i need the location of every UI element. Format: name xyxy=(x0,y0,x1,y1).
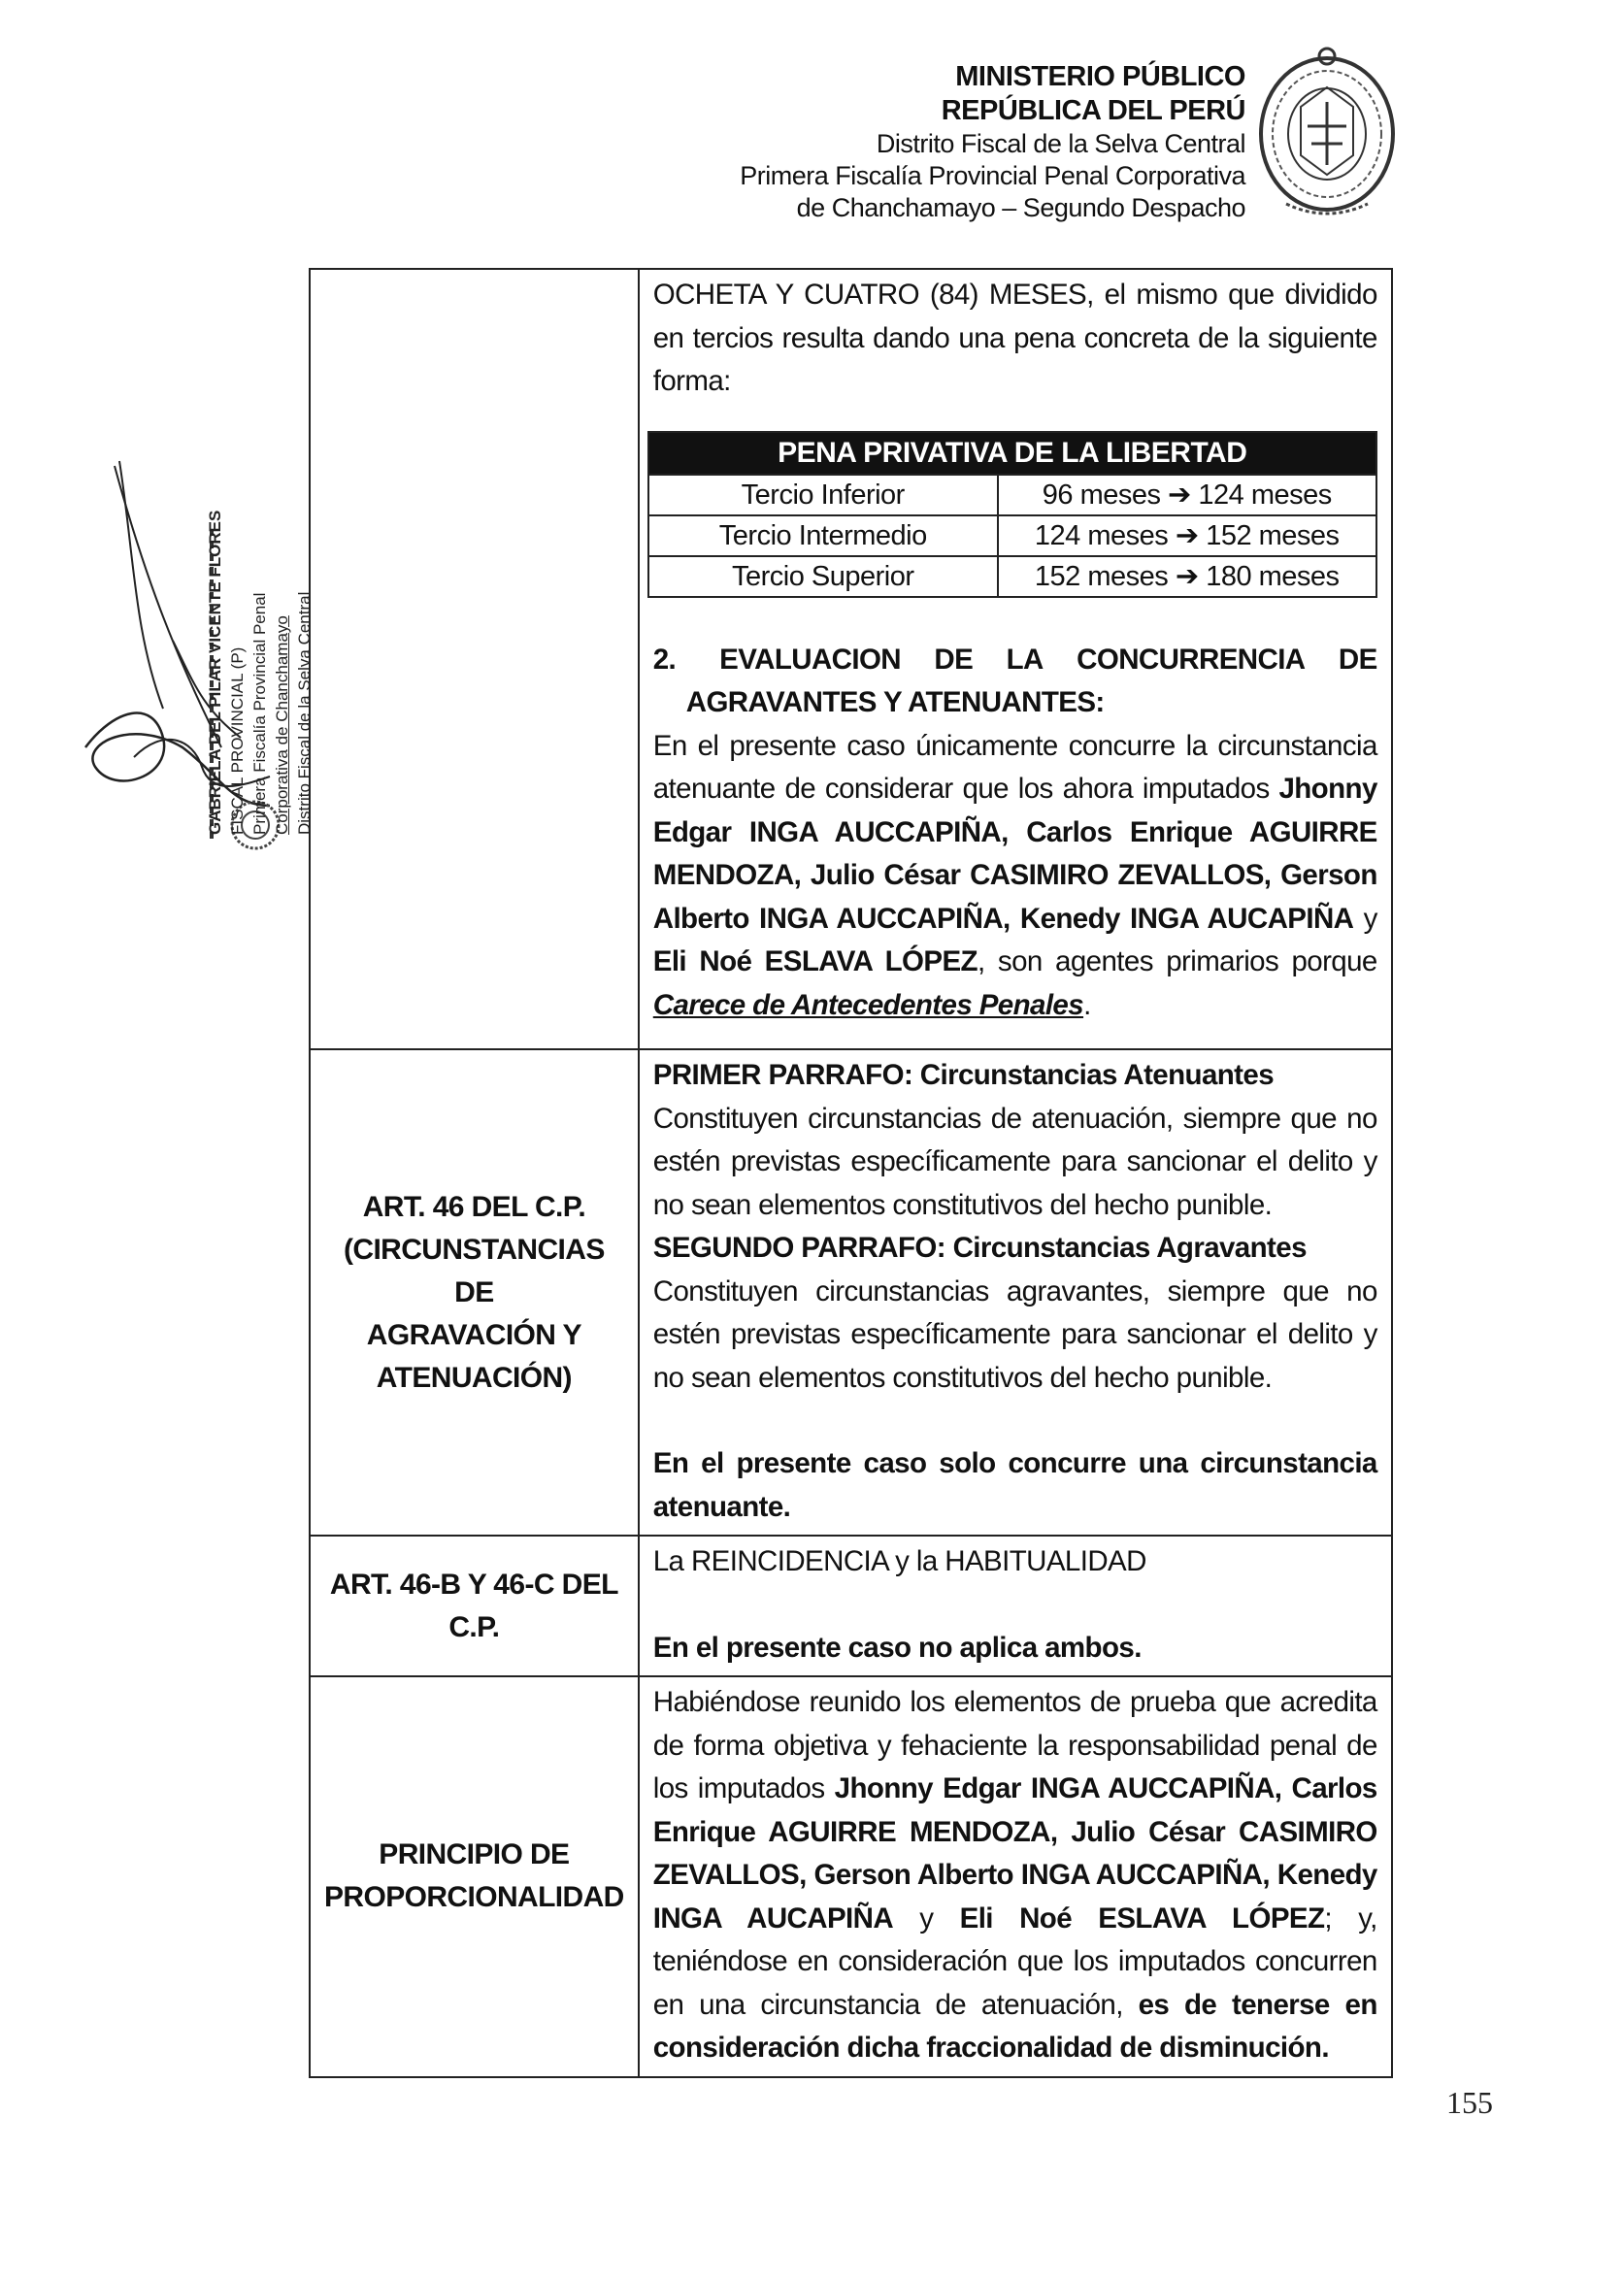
article-46-content xyxy=(639,1049,1392,1536)
proporcionalidad-paragraph xyxy=(653,1681,1377,2070)
pena-range: 152 meses ➔ 180 meses xyxy=(998,556,1376,597)
section-heading-line-1: 2. EVALUACION DE LA CONCURRENCIA DE xyxy=(686,639,1377,682)
header-ministerio: MINISTERIO PÚBLICO xyxy=(955,61,1245,92)
stamp-office-2: Corporativa de Chanchamayo xyxy=(273,615,291,835)
section-word: DE xyxy=(1338,643,1377,676)
page-number: 155 xyxy=(1446,2085,1493,2120)
paragraph-text: y xyxy=(893,1902,960,1935)
pena-row xyxy=(648,556,1376,597)
atenuante-paragraph xyxy=(653,725,1377,1028)
paragraph-text: En el presente caso únicamente concurre la circunstancia atenuante de considerar que los ahora imputados xyxy=(652,729,1377,805)
paragraph-text: Constituyen circunstancias de atenuación, siempre que no estén previstas específicamente para sancionar el delito y no sean elementos constitutivos del hecho punible. xyxy=(652,1102,1377,1221)
paragraph-text: . xyxy=(1083,988,1091,1021)
article-46b-label xyxy=(310,1536,639,1676)
paragraph-text: ; y, teniéndose en consideración que los imputados concurren en una circunstancia de atenuación, xyxy=(652,1902,1377,2021)
table-row xyxy=(310,1536,1392,1676)
pena-range: 124 meses ➔ 152 meses xyxy=(998,515,1376,556)
proporcionalidad-label xyxy=(310,1676,639,2077)
header-distrito: Distrito Fiscal de la Selva Central xyxy=(876,129,1245,158)
left-label-line: C.P. xyxy=(448,1610,500,1643)
stamp-office-3: Distrito Fiscal de la Selva Central xyxy=(295,591,314,835)
left-label-line: AGRAVACIÓN Y xyxy=(366,1318,581,1351)
header-republica: REPÚBLICA DEL PERÚ xyxy=(941,95,1245,126)
header-fiscalia: Primera Fiscalía Provincial Penal Corporativa xyxy=(740,161,1245,190)
conclusion-text: En el presente caso no aplica ambos. xyxy=(652,1631,1142,1664)
paragraph-text: La REINCIDENCIA y la HABITUALIDAD xyxy=(652,1545,1146,1577)
article-46-label xyxy=(310,1049,639,1536)
table-row xyxy=(310,269,1392,1049)
paragraph-text: , son agentes primarios porque xyxy=(977,945,1377,977)
left-label-line: ATENUACIÓN) xyxy=(376,1361,572,1394)
pena-intro: OCHETA Y CUATRO (84) MESES, el mismo que dividido en tercios resulta dando una pena concreta de la siguiente forma: xyxy=(652,279,1377,397)
paragraph-text: Habiéndose reunido los elementos de prueba que acredita de forma objetiva y fehaciente la responsabilidad penal de los imputados xyxy=(652,1686,1377,1804)
subheading-agravantes: SEGUNDO PARRAFO: Circunstancias Agravantes xyxy=(652,1232,1307,1264)
spacer xyxy=(653,1400,1377,1442)
pena-table-title: PENA PRIVATIVA DE LA LIBERTAD xyxy=(648,432,1376,475)
pena-cell xyxy=(639,269,1392,1049)
defendant-names: Jhonny Edgar INGA AUCCAPIÑA, Carlos Enrique AGUIRRE MENDOZA, Julio César CASIMIRO ZEVALLOS, Gerson Alberto INGA AUCCAPIÑA, Kenedy INGA AUCAPIÑA xyxy=(652,773,1377,935)
proporcionalidad-content xyxy=(639,1676,1392,2077)
ministerio-seal-icon xyxy=(1247,29,1408,223)
pena-table xyxy=(647,431,1377,598)
left-label-line: ART. 46 DEL C.P. xyxy=(362,1190,586,1223)
analysis-table xyxy=(309,268,1393,2078)
conclusion-text: En el presente caso solo concurre una circunstancia atenuante. xyxy=(652,1447,1377,1523)
section-word: CONCURRENCIA xyxy=(1077,643,1306,676)
section-heading xyxy=(653,639,1377,725)
letterhead xyxy=(740,60,1245,224)
pena-label: Tercio Superior xyxy=(648,556,998,597)
stamp-name: GABRIELA DEL PILAR VICENTE FLORES xyxy=(206,510,224,835)
paragraph-text: y xyxy=(1353,902,1377,935)
fiscal-stamp-text xyxy=(204,511,315,835)
spacer xyxy=(653,1584,1377,1627)
bold-conclusion: es de tenerse en consideración dicha fraccionalidad de disminución. xyxy=(652,1988,1377,2064)
defendant-name: Eli Noé ESLAVA LÓPEZ xyxy=(959,1902,1325,1935)
pena-row xyxy=(648,515,1376,556)
underlined-phrase: Carece de Antecedentes Penales xyxy=(652,988,1084,1021)
defendant-name: Eli Noé ESLAVA LÓPEZ xyxy=(652,945,978,977)
section-word: EVALUACION xyxy=(719,643,902,676)
stamp-office-1: Primera Fiscalía Provincial Penal xyxy=(250,592,269,835)
section-heading-line-2: AGRAVANTES Y ATENUANTES: xyxy=(685,686,1105,718)
pena-row xyxy=(648,475,1376,515)
left-label-line: PROPORCIONALIDAD xyxy=(324,1881,624,1914)
pena-label: Tercio Inferior xyxy=(648,475,998,515)
left-label-line: PRINCIPIO DE xyxy=(379,1838,570,1871)
table-row xyxy=(310,1049,1392,1536)
empty-left-cell xyxy=(310,269,639,1049)
section-word: LA xyxy=(1006,643,1044,676)
stamp-role: FISCAL PROVINCIAL (P) xyxy=(228,646,247,835)
left-label-line: (CIRCUNSTANCIAS DE xyxy=(343,1233,605,1308)
subheading-atenuantes: PRIMER PARRAFO: Circunstancias Atenuantes xyxy=(652,1059,1275,1091)
pena-label: Tercio Intermedio xyxy=(648,515,998,556)
defendant-names: Jhonny Edgar INGA AUCCAPIÑA, Carlos Enrique AGUIRRE MENDOZA, Julio César CASIMIRO ZEVALLOS, Gerson Alberto INGA AUCCAPIÑA, Kenedy INGA AUCAPIÑA xyxy=(652,1772,1377,1935)
table-row xyxy=(310,1676,1392,2077)
article-46b-content xyxy=(639,1536,1392,1676)
header-despacho: de Chanchamayo – Segundo Despacho xyxy=(796,193,1245,222)
pena-range: 96 meses ➔ 124 meses xyxy=(998,475,1376,515)
left-label-line: ART. 46-B Y 46-C DEL xyxy=(329,1568,618,1601)
paragraph-text: Constituyen circunstancias agravantes, siempre que no estén previstas específicamente para sancionar el delito y no sean elementos constitutivos del hecho punible. xyxy=(652,1274,1377,1394)
section-word: DE xyxy=(934,643,974,676)
